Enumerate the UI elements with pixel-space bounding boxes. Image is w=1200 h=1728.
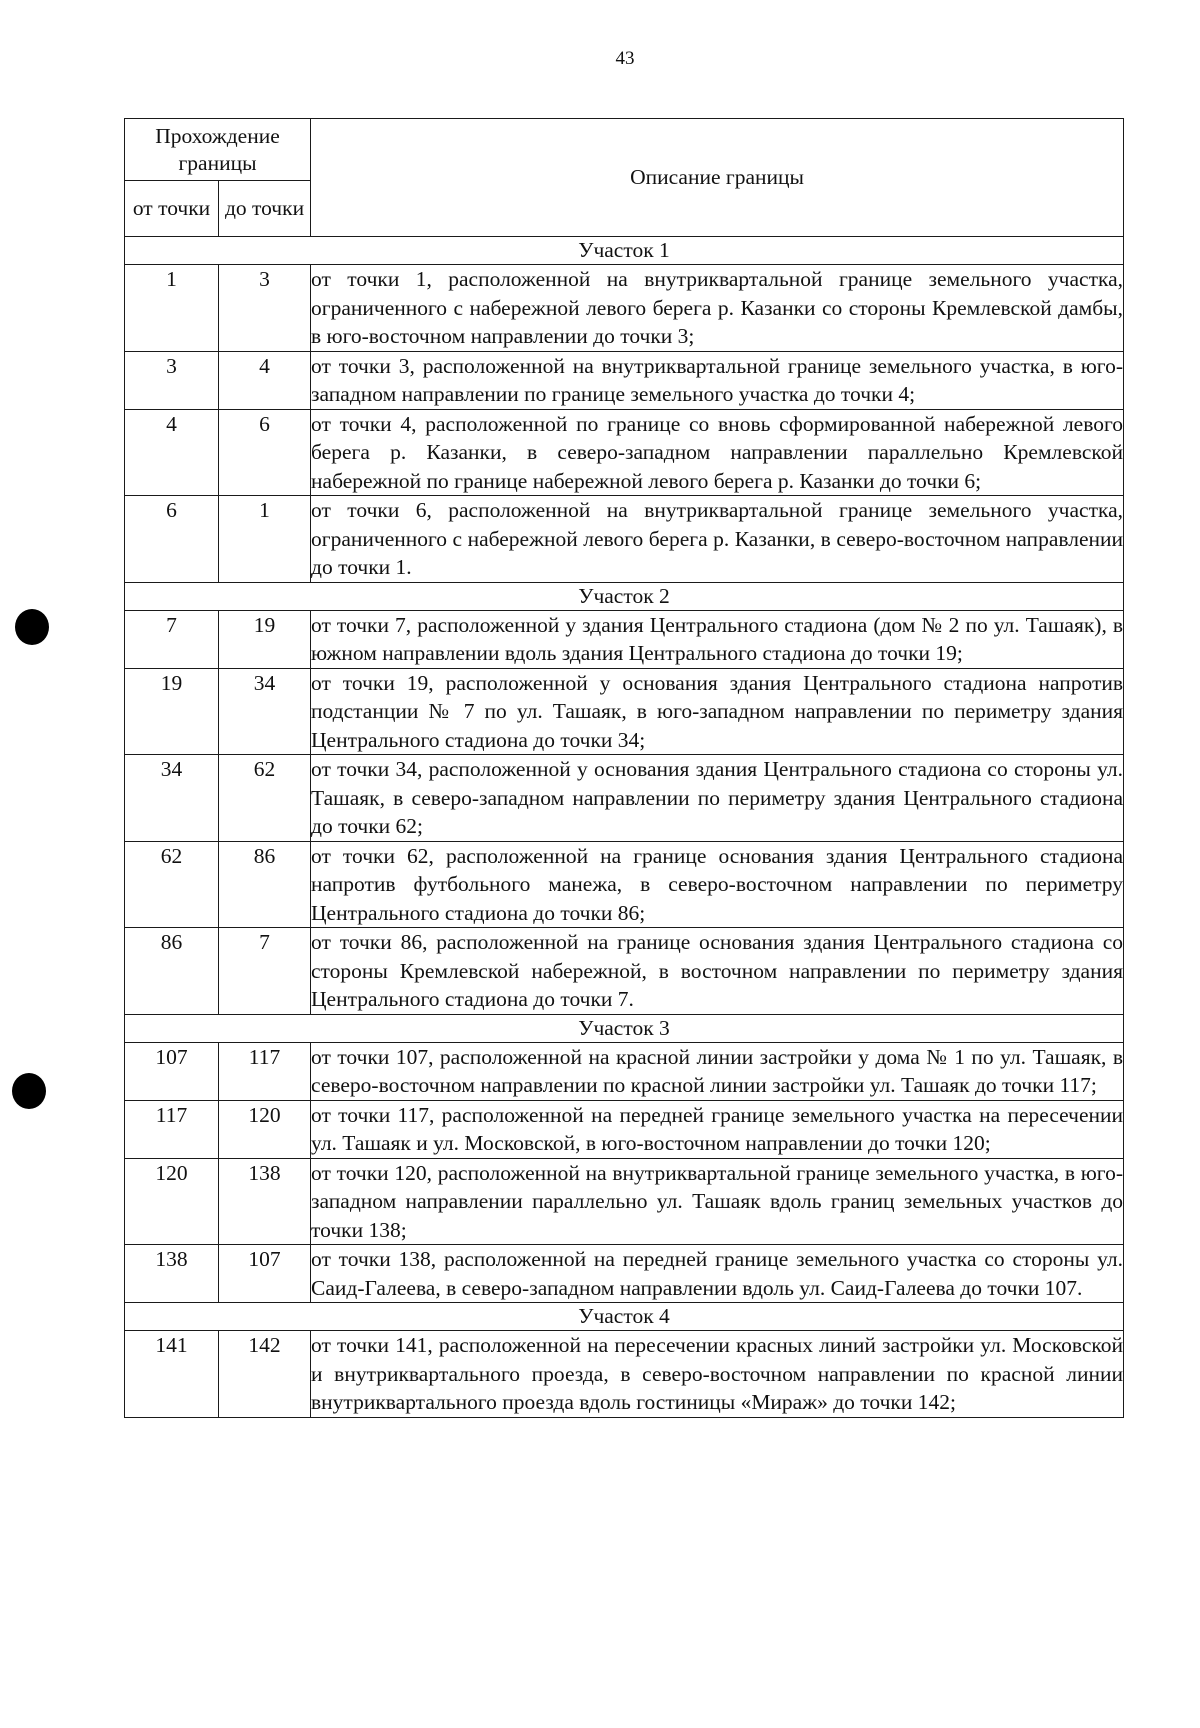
table-row (125, 841, 1124, 928)
from-point-cell: 117 (125, 1100, 219, 1158)
punch-hole-mark (12, 1073, 46, 1109)
section-title: Участок 3 (125, 1014, 1124, 1042)
table-row (125, 1042, 1124, 1100)
section-title: Участок 2 (125, 582, 1124, 610)
table-row (125, 1158, 1124, 1245)
to-point-cell: 34 (219, 668, 311, 755)
table-row (125, 1100, 1124, 1158)
description-cell: от точки 120, расположенной на внутриквартальной границе земельного участка, в юго-западном направлении параллельно ул. Ташаяк вдоль границ земельных участков до точки 138; (311, 1158, 1124, 1245)
from-point-cell: 7 (125, 610, 219, 668)
from-point-cell: 120 (125, 1158, 219, 1245)
table-row (125, 928, 1124, 1015)
description-cell: от точки 19, расположенной у основания здания Центрального стадиона напротив подстанции № 7 по ул. Ташаяк, в юго-западном направлении по периметру здания Центрального стадиона до точки 34; (311, 668, 1124, 755)
table-row (125, 409, 1124, 496)
to-point-cell: 62 (219, 755, 311, 842)
from-point-cell: 6 (125, 496, 219, 583)
from-point-cell: 138 (125, 1245, 219, 1303)
table-header (125, 119, 1124, 237)
description-cell: от точки 3, расположенной на внутриквартальной границе земельного участка, в юго-западном направлении по границе земельного участка до точки 4; (311, 351, 1124, 409)
to-point-cell: 120 (219, 1100, 311, 1158)
section-row (125, 237, 1124, 265)
section-title: Участок 1 (125, 237, 1124, 265)
description-cell: от точки 7, расположенной у здания Центрального стадиона (дом № 2 по ул. Ташаяк), в южном направлении вдоль здания Центрального стадиона до точки 19; (311, 610, 1124, 668)
passage-header: Прохождение границы (125, 119, 311, 181)
to-point-cell: 117 (219, 1042, 311, 1100)
section-title: Участок 4 (125, 1303, 1124, 1331)
table-row (125, 1331, 1124, 1418)
table-row (125, 755, 1124, 842)
section-row (125, 582, 1124, 610)
table-row (125, 265, 1124, 352)
from-point-cell: 3 (125, 351, 219, 409)
description-cell: от точки 107, расположенной на красной линии застройки у дома № 1 по ул. Ташаяк, в северо-восточном направлении по красной линии застройки ул. Ташаяк до точки 117; (311, 1042, 1124, 1100)
punch-hole-mark (15, 609, 49, 645)
from-point-cell: 19 (125, 668, 219, 755)
from-point-cell: 1 (125, 265, 219, 352)
from-point-cell: 34 (125, 755, 219, 842)
table-row (125, 351, 1124, 409)
description-cell: от точки 1, расположенной на внутриквартальной границе земельного участка, ограниченного с набережной левого берега р. Казанки со стороны Кремлевской дамбы, в юго-восточном направлении до точки 3; (311, 265, 1124, 352)
description-cell: от точки 117, расположенной на передней границе земельного участка на пересечении ул. Ташаяк и ул. Московской, в юго-восточном направлении до точки 120; (311, 1100, 1124, 1158)
table-row (125, 1245, 1124, 1303)
description-cell: от точки 6, расположенной на внутриквартальной границе земельного участка, ограниченного с набережной левого берега р. Казанки, в северо-восточном направлении до точки 1. (311, 496, 1124, 583)
to-point-cell: 7 (219, 928, 311, 1015)
description-header: Описание границы (311, 119, 1124, 237)
to-point-cell: 86 (219, 841, 311, 928)
to-point-header: до точки (219, 181, 311, 237)
to-point-cell: 1 (219, 496, 311, 583)
to-point-cell: 142 (219, 1331, 311, 1418)
from-point-cell: 62 (125, 841, 219, 928)
boundary-table (124, 118, 1124, 1418)
to-point-cell: 107 (219, 1245, 311, 1303)
to-point-cell: 6 (219, 409, 311, 496)
table-row (125, 668, 1124, 755)
from-point-header: от точки (125, 181, 219, 237)
table-row (125, 496, 1124, 583)
to-point-cell: 138 (219, 1158, 311, 1245)
to-point-cell: 19 (219, 610, 311, 668)
description-cell: от точки 62, расположенной на границе основания здания Центрального стадиона напротив футбольного манежа, в северо-восточном направлении по периметру Центрального стадиона до точки 86; (311, 841, 1124, 928)
from-point-cell: 107 (125, 1042, 219, 1100)
page-number: 43 (615, 48, 635, 69)
section-row (125, 1303, 1124, 1331)
section-row (125, 1014, 1124, 1042)
from-point-cell: 4 (125, 409, 219, 496)
description-cell: от точки 4, расположенной по границе со вновь сформированной набережной левого берега р. Казанки, в северо-западном направлении параллельно Кремлевской набережной по границе набережной левого берега р. Казанки до точки 6; (311, 409, 1124, 496)
from-point-cell: 86 (125, 928, 219, 1015)
to-point-cell: 4 (219, 351, 311, 409)
to-point-cell: 3 (219, 265, 311, 352)
description-cell: от точки 138, расположенной на передней границе земельного участка со стороны ул. Саид-Галеева, в северо-западном направлении вдоль ул. Саид-Галеева до точки 107. (311, 1245, 1124, 1303)
description-cell: от точки 141, расположенной на пересечении красных линий застройки ул. Московской и внутриквартального проезда, в северо-восточном направлении по красной линии внутриквартального проезда вдоль гостиницы «Мираж» до точки 142; (311, 1331, 1124, 1418)
table-body (125, 237, 1124, 1418)
description-cell: от точки 86, расположенной на границе основания здания Центрального стадиона со стороны Кремлевской набережной, в восточном направлении по периметру здания Центрального стадиона до точки 7. (311, 928, 1124, 1015)
description-cell: от точки 34, расположенной у основания здания Центрального стадиона со стороны ул. Ташаяк, в северо-западном направлении по периметру здания Центрального стадиона до точки 62; (311, 755, 1124, 842)
table-row (125, 610, 1124, 668)
from-point-cell: 141 (125, 1331, 219, 1418)
